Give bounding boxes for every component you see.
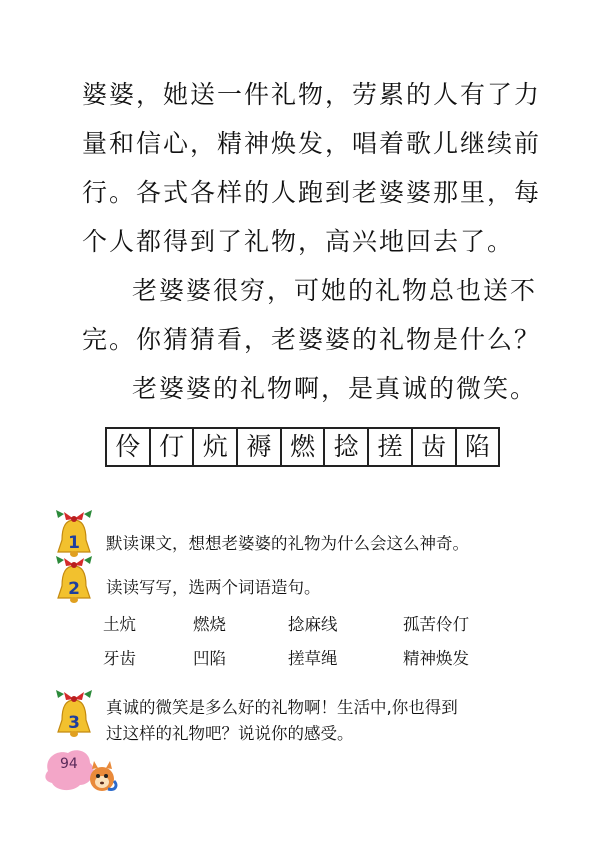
- passage-line: 行。各式各样的人跑到老婆婆那里，每: [82, 178, 542, 207]
- word-item: 凹陷: [193, 649, 226, 668]
- passage-line: 婆婆，她送一件礼物，劳累的人有了力: [82, 80, 542, 109]
- new-character: 捻: [325, 429, 369, 465]
- mascot-icon: [90, 761, 116, 791]
- bell-icon: [50, 690, 98, 742]
- bell-icon: [50, 510, 98, 562]
- exercise-text: 读读写写，选两个词语造句。: [106, 578, 321, 597]
- new-character: 褥: [238, 429, 282, 465]
- word-item: 土炕: [103, 615, 136, 634]
- word-list: [103, 608, 503, 676]
- exercise-text: 真诚的微笑是多么好的礼物啊！生活中,你也得到: [106, 698, 458, 717]
- exercise-number: 1: [68, 533, 80, 553]
- new-character: 燃: [282, 429, 326, 465]
- new-character: 仃: [151, 429, 195, 465]
- exercise-number: 3: [68, 713, 80, 733]
- page-badge-graphic: [42, 745, 122, 795]
- page-number: 94: [60, 756, 78, 772]
- exercise-3: [50, 690, 530, 750]
- word-item: 牙齿: [103, 649, 136, 668]
- new-characters-box: [105, 427, 500, 467]
- exercise-number: 2: [68, 579, 80, 599]
- exercise-2: [50, 556, 530, 612]
- new-character: 伶: [107, 429, 151, 465]
- reading-passage: [82, 70, 542, 413]
- exercise-text: 默读课文，想想老婆婆的礼物为什么会这么神奇。: [106, 534, 469, 553]
- passage-line: 老婆婆很穷，可她的礼物总也送不: [132, 276, 538, 305]
- word-row: [103, 608, 503, 642]
- new-character: 齿: [413, 429, 457, 465]
- passage-line: 老婆婆的礼物啊，是真诚的微笑。: [132, 374, 538, 403]
- word-item: 孤苦伶仃: [403, 615, 469, 634]
- word-row: [103, 642, 503, 676]
- exercise-text: 过这样的礼物吧？说说你的感受。: [106, 724, 354, 743]
- bell-icon: [50, 556, 98, 608]
- word-item: 燃烧: [193, 615, 226, 634]
- word-item: 捻麻线: [288, 615, 338, 634]
- word-item: 精神焕发: [403, 649, 469, 668]
- passage-line: 量和信心，精神焕发，唱着歌儿继续前: [82, 129, 542, 158]
- new-character: 搓: [369, 429, 413, 465]
- passage-line: 完。你猜猜看，老婆婆的礼物是什么？: [82, 325, 542, 354]
- new-character: 陷: [464, 432, 490, 461]
- new-character: 炕: [194, 429, 238, 465]
- passage-line: 个人都得到了礼物，高兴地回去了。: [82, 227, 515, 256]
- page-number-badge: [42, 745, 122, 795]
- word-item: 搓草绳: [288, 649, 338, 668]
